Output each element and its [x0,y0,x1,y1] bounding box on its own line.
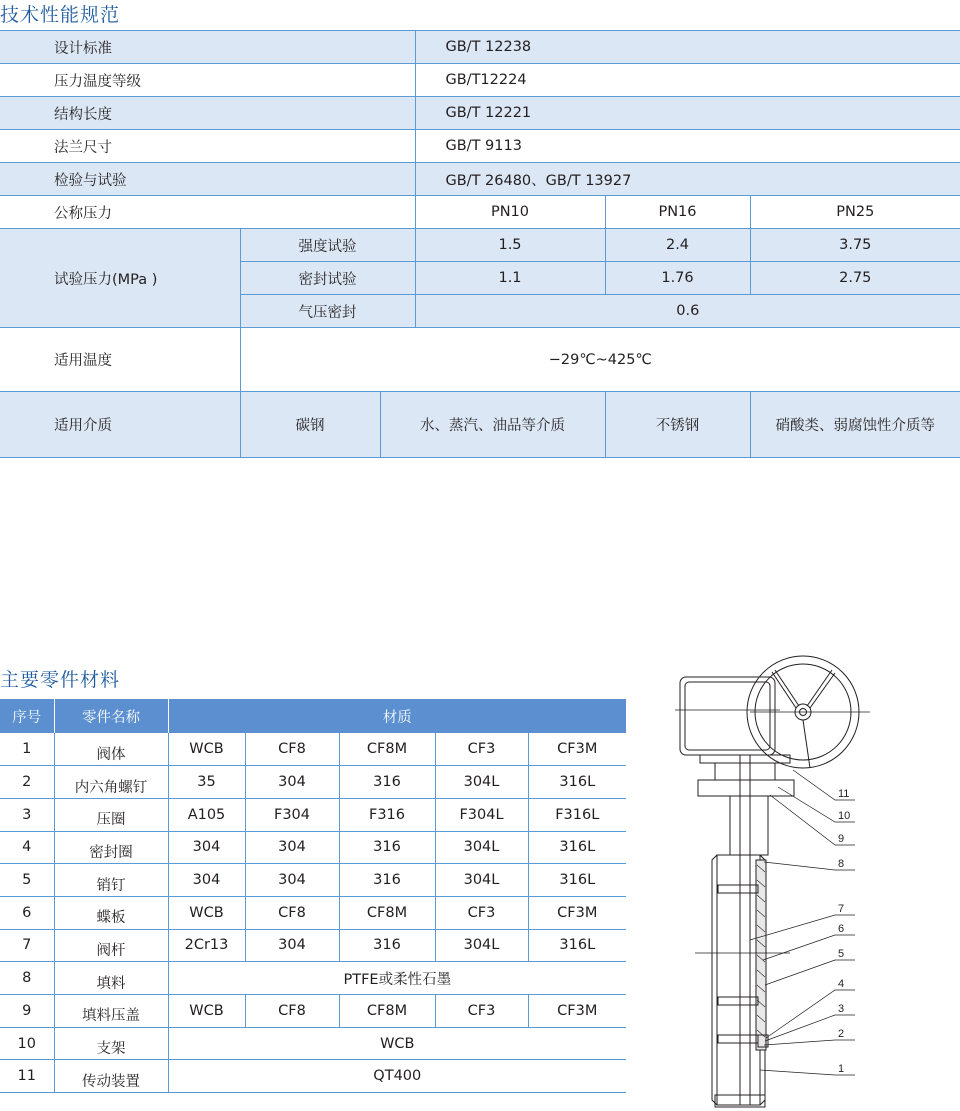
part-name: 传动装置 [54,1060,168,1093]
part-material: 304 [245,929,339,962]
part-material: F304L [435,798,528,831]
part-no: 10 [0,1027,54,1060]
part-name: 密封圈 [54,831,168,864]
air-value: 0.6 [415,295,960,328]
parts-row [0,831,626,864]
part-material: 304 [245,831,339,864]
media-value: 不锈钢 [605,392,750,458]
part-material: CF3 [435,733,528,766]
callout-label: 2 [838,1028,845,1040]
parts-row [0,929,626,962]
part-material: CF8M [339,995,435,1028]
part-material: WCB [168,995,245,1028]
part-material: 316 [339,929,435,962]
part-material: 304L [435,766,528,799]
callout-label: 3 [838,1003,845,1015]
part-material: F316L [528,798,626,831]
parts-row [0,1027,626,1060]
spec-value: GB/T 9113 [415,130,960,163]
part-material: 316L [528,929,626,962]
spec-table [0,30,960,458]
part-no: 1 [0,733,54,766]
part-material: 2Cr13 [168,929,245,962]
air-label: 气压密封 [240,295,415,328]
part-material: CF3M [528,733,626,766]
spec-value: GB/T 12238 [415,31,960,64]
spec-label: 检验与试验 [0,163,415,196]
temp-label: 适用温度 [0,328,240,392]
nominal-value: PN16 [605,196,750,229]
part-material: 304 [245,864,339,897]
part-no: 5 [0,864,54,897]
part-material: 316 [339,766,435,799]
strength-value: 1.5 [415,229,605,262]
spec-value: GB/T 26480、GB/T 13927 [415,163,960,196]
part-material: 316 [339,831,435,864]
part-material: 304L [435,929,528,962]
parts-row [0,1060,626,1093]
part-material: CF3M [528,995,626,1028]
parts-table [0,699,626,1093]
part-name: 内六角螺钉 [54,766,168,799]
nominal-value: PN25 [750,196,960,229]
part-material: CF8 [245,995,339,1028]
strength-value: 2.4 [605,229,750,262]
parts-row [0,798,626,831]
parts-row [0,995,626,1028]
part-material: F304 [245,798,339,831]
media-label: 适用介质 [0,392,240,458]
part-name: 支架 [54,1027,168,1060]
callout-label: 5 [838,948,845,960]
part-material: 304 [245,766,339,799]
part-material: CF8M [339,733,435,766]
spec-row-nominal [0,196,960,229]
callout-label: 11 [838,788,850,800]
part-material: 316L [528,766,626,799]
spec-label: 结构长度 [0,97,415,130]
callout-label: 6 [838,923,845,935]
part-no: 2 [0,766,54,799]
temp-value: −29℃~425℃ [240,328,960,392]
spec-row [0,64,960,97]
parts-header-row [0,699,626,733]
part-material: CF8 [245,733,339,766]
part-material: 316 [339,864,435,897]
nominal-label: 公称压力 [0,196,415,229]
media-value: 碳钢 [240,392,380,458]
part-material: F316 [339,798,435,831]
parts-row [0,733,626,766]
part-material: WCB [168,733,245,766]
part-no: 8 [0,962,54,995]
seal-value: 1.1 [415,262,605,295]
parts-body [0,733,626,1093]
part-material: CF8 [245,896,339,929]
part-material: WCB [168,896,245,929]
seal-label: 密封试验 [240,262,415,295]
spec-label: 设计标准 [0,31,415,64]
part-name: 销钉 [54,864,168,897]
part-material: CF8M [339,896,435,929]
callout-label: 10 [838,810,851,822]
spec-value: GB/T12224 [415,64,960,97]
callout-label: 4 [838,978,845,990]
valve-drawing [660,640,890,1111]
media-value: 硝酸类、弱腐蚀性介质等 [750,392,960,458]
part-material: 304L [435,864,528,897]
spec-row-media [0,392,960,458]
part-material: PTFE或柔性石墨 [168,962,626,995]
strength-label: 强度试验 [240,229,415,262]
part-material: CF3 [435,896,528,929]
spec-row [0,163,960,196]
parts-row [0,766,626,799]
callout-label: 8 [838,858,845,870]
part-no: 7 [0,929,54,962]
part-name: 填料压盖 [54,995,168,1028]
part-name: 压圈 [54,798,168,831]
stem [740,755,750,1105]
part-material: 304 [168,864,245,897]
part-material: 316L [528,831,626,864]
parts-row [0,896,626,929]
spec-title: 技术性能规范 [0,4,121,26]
part-no: 9 [0,995,54,1028]
part-name: 蝶板 [54,896,168,929]
part-name: 阀杆 [54,929,168,962]
spec-value: GB/T 12221 [415,97,960,130]
nominal-value: PN10 [415,196,605,229]
part-material: WCB [168,1027,626,1060]
callout-label: 7 [838,903,845,915]
part-material: QT400 [168,1060,626,1093]
part-name: 填料 [54,962,168,995]
part-material: 304 [168,831,245,864]
part-material: 316L [528,864,626,897]
part-material: 35 [168,766,245,799]
callout-label: 1 [838,1063,845,1075]
spec-label: 法兰尺寸 [0,130,415,163]
header-no: 序号 [0,699,54,733]
media-value: 水、蒸汽、油品等介质 [380,392,605,458]
spec-row [0,130,960,163]
part-no: 3 [0,798,54,831]
spec-label: 压力温度等级 [0,64,415,97]
part-material: 304L [435,831,528,864]
spec-row-temp [0,328,960,392]
part-name: 阀体 [54,733,168,766]
header-material: 材质 [168,699,626,733]
part-no: 4 [0,831,54,864]
spec-row [0,31,960,64]
part-no: 6 [0,896,54,929]
part-material: CF3M [528,896,626,929]
strength-value: 3.75 [750,229,960,262]
seal-value: 2.75 [750,262,960,295]
test-pressure-label: 试验压力(MPa ) [0,229,240,328]
parts-row [0,962,626,995]
part-material: A105 [168,798,245,831]
spec-row [0,97,960,130]
header-name: 零件名称 [54,699,168,733]
part-no: 11 [0,1060,54,1093]
parts-title: 主要零件材料 [0,669,121,691]
seal-value: 1.76 [605,262,750,295]
spec-row-strength [0,229,960,262]
callout-label: 9 [838,833,845,845]
parts-row [0,864,626,897]
part-material: CF3 [435,995,528,1028]
